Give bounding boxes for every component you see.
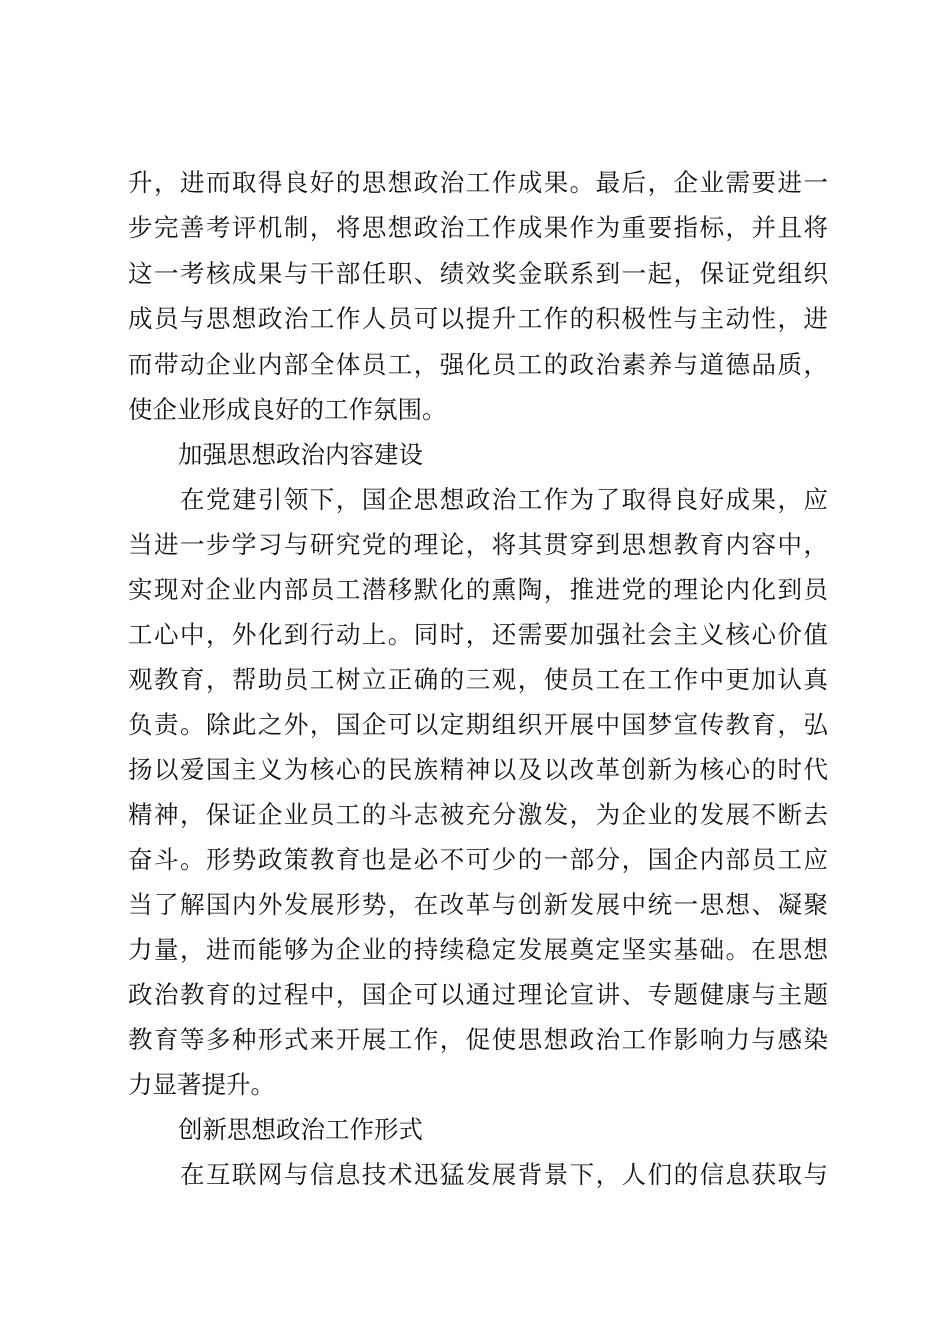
paragraph-line: 奋斗。形势政策教育也是必不可少的一部分，国企内部员工应 [128,845,828,874]
paragraph-line: 步完善考评机制，将思想政治工作成果作为重要指标，并且将 [128,213,828,242]
paragraph-line: 而带动企业内部全体员工，强化员工的政治素养与道德品质， [128,350,828,379]
paragraph-line: 政治教育的过程中，国企可以通过理论宣讲、专题健康与主题 [128,980,828,1009]
paragraph-line: 在党建引领下，国企思想政治工作为了取得良好成果，应 [180,485,828,514]
paragraph-line: 成员与思想政治工作人员可以提升工作的积极性与主动性，进 [128,304,828,333]
section-heading: 创新思想政治工作形式 [178,1115,423,1144]
paragraph-line: 当了解国内外发展形势，在改革与创新发展中统一思想、凝聚 [128,890,828,919]
paragraph-line: 这一考核成果与干部任职、绩效奖金联系到一起，保证党组织 [128,259,828,288]
section-heading: 加强思想政治内容建设 [178,440,423,469]
paragraph-line: 力显著提升。 [128,1070,275,1099]
paragraph-line: 工心中，外化到行动上。同时，还需要加强社会主义核心价值 [128,620,828,649]
paragraph-line: 扬以爱国主义为核心的民族精神以及以改革创新为核心的时代 [128,755,828,784]
paragraph-line: 精神，保证企业员工的斗志被充分激发，为企业的发展不断去 [128,800,828,829]
paragraph-line: 力量，进而能够为企业的持续稳定发展奠定坚实基础。在思想 [128,935,828,964]
paragraph-line: 使企业形成良好的工作氛围。 [128,395,447,424]
paragraph-line: 升，进而取得良好的思想政治工作成果。最后，企业需要进一 [128,168,828,197]
paragraph-line: 实现对企业内部员工潜移默化的熏陶，推进党的理论内化到员 [128,575,828,604]
paragraph-line: 在互联网与信息技术迅猛发展背景下，人们的信息获取与 [180,1160,828,1189]
paragraph-line: 观教育，帮助员工树立正确的三观，使员工在工作中更加认真 [128,665,828,694]
paragraph-line: 教育等多种形式来开展工作，促使思想政治工作影响力与感染 [128,1025,828,1054]
paragraph-line: 负责。除此之外，国企可以定期组织开展中国梦宣传教育，弘 [128,710,828,739]
paragraph-line: 当进一步学习与研究党的理论，将其贯穿到思想教育内容中， [128,530,828,559]
